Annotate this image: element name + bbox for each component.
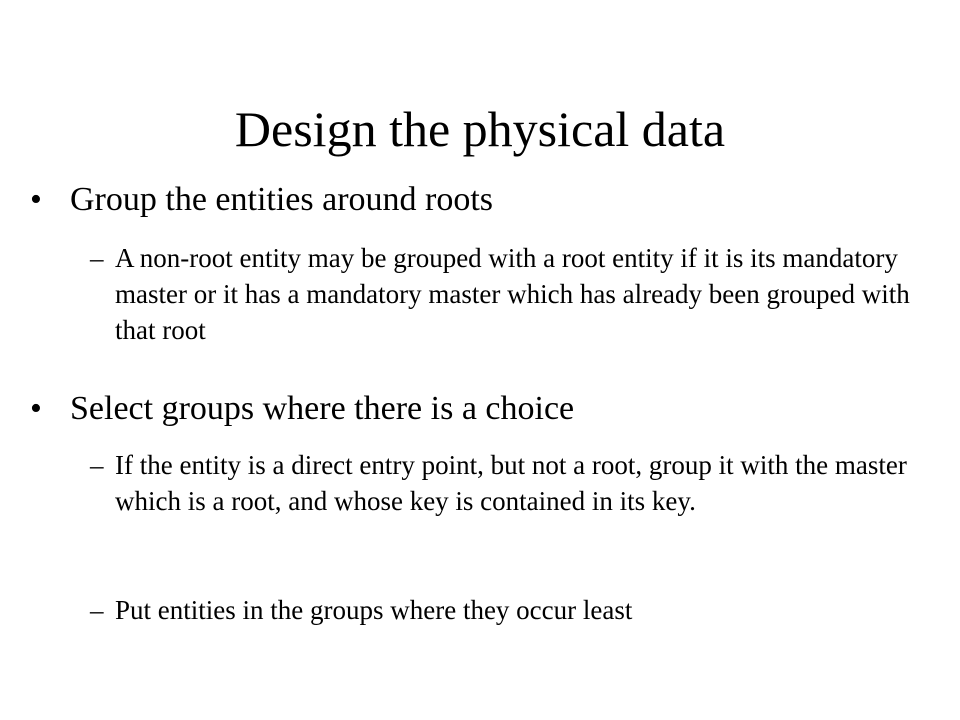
- sub-bullet-marker: –: [90, 243, 104, 273]
- bullet-marker: •: [30, 181, 42, 218]
- bullet-marker: •: [30, 390, 42, 427]
- bullet-text: Group the entities around roots: [70, 181, 494, 218]
- sub-bullet-text: A non-root entity may be grouped with a root entity if it is its mandatory master or it has a mandatory master which has already been grouped with that root: [115, 243, 910, 345]
- sub-bullet-put-entities: [90, 592, 950, 628]
- sub-bullet-marker: –: [90, 595, 104, 625]
- sub-bullet-non-root-grouping: [90, 240, 950, 348]
- bullet-select-groups: [30, 389, 574, 429]
- sub-bullet-text: Put entities in the groups where they occur least: [115, 595, 633, 625]
- sub-bullet-text: If the entity is a direct entry point, but not a root, group it with the master which is a root, and whose key is contained in its key.: [115, 450, 907, 516]
- slide-title: Design the physical data: [234, 101, 726, 157]
- sub-bullet-direct-entry-point: [90, 447, 950, 519]
- bullet-group-roots: [30, 180, 493, 220]
- sub-bullet-marker: –: [90, 450, 104, 480]
- bullet-text: Select groups where there is a choice: [70, 390, 575, 427]
